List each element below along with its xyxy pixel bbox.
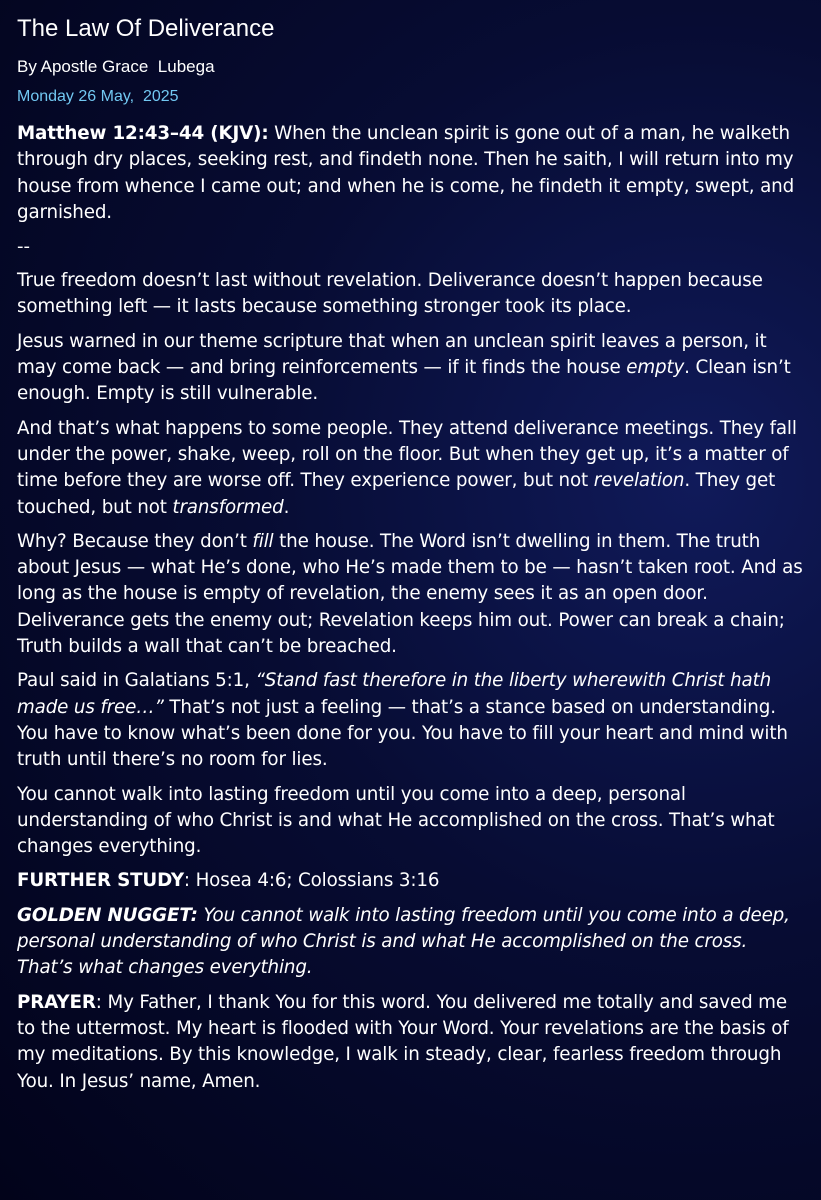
body-paragraph-2: Jesus warned in our theme scripture that when an unclean spirit leaves a person, it may come back — and bring reinforcements — if it finds the house empty. Clean isn’t enough. Empty is still vulnerable. [17, 330, 791, 405]
prayer-text: : My Father, I thank You for this word. You delivered me totally and saved me to the uttermost. My heart is flooded with Your Word. Your revelations are the basis of my meditations. By this knowledge, I walk in steady, clear, fearless freedom through You. In Jesus’ name, Amen. [17, 991, 789, 1092]
emphasis-fill: fill [252, 530, 274, 552]
separator: -- [17, 236, 30, 258]
emphasis-transformed: transformed [172, 496, 284, 518]
golden-nugget [17, 903, 804, 982]
prayer [17, 990, 804, 1095]
golden-nugget-text: You cannot walk into lasting freedom until you come into a deep, personal understanding of who Christ is and what He accomplished on the cross. That’s what changes everything. [17, 904, 790, 979]
scripture-paragraph [17, 121, 804, 226]
page-title: The Law Of Deliverance [17, 15, 275, 42]
emphasis-empty: empty [626, 357, 685, 379]
author-line: By Apostle Grace Lubega [17, 57, 215, 76]
further-study-label: FURTHER STUDY [17, 870, 184, 892]
body-paragraph-5: Paul said in Galatians 5:1, “Stand fast therefore in the liberty wherewith Christ hath made us free…” That’s not just a feeling — that’s a stance based on understanding. You have to know what’s been done for you. You have to fill your heart and mind with truth until there’s no room for lies. [17, 670, 788, 771]
galatians-quote: “Stand fast therefore in the liberty wherewith Christ hath made us free…” [17, 670, 772, 718]
body-paragraph-4: Why? Because they don’t fill the house. The Word isn’t dwelling in them. The truth about Jesus — what He’s done, who He’s made them to be — hasn’t taken root. And as long as the house is empty of revelation, the enemy sees it as an open door. Deliverance gets the enemy out; Revelation keeps him out. Power can break a chain; Truth builds a wall that can’t be breached. [17, 530, 803, 658]
emphasis-revelation: revelation [593, 470, 685, 492]
golden-nugget-label: GOLDEN NUGGET: [17, 904, 198, 926]
body-paragraph-6: You cannot walk into lasting freedom until you come into a deep, personal understanding of who Christ is and what He accomplished on the cross. That’s what changes everything. [17, 783, 775, 858]
further-study [17, 868, 804, 894]
further-study-text: : Hosea 4:6; Colossians 3:16 [183, 870, 440, 892]
scripture-reference: Matthew 12:43–44 (KJV): [17, 123, 269, 144]
date-line: Monday 26 May, 2025 [17, 88, 179, 105]
body-paragraph-3: And that’s what happens to some people. They attend deliverance meetings. They fall under the power, shake, weep, roll on the floor. But when they get up, it’s a matter of time before they are worse off. They experience power, but not revelation. They get touched, but not transformed. [17, 417, 797, 518]
scripture-text: When the unclean spirit is gone out of a man, he walketh through dry places, seeking rest, and findeth none. Then he saith, I will return into my house from whence I came out; and when he is come, he findeth it empty, swept, and garnished. [17, 123, 795, 223]
body-paragraph-1: True freedom doesn’t last without revelation. Deliverance doesn’t happen because something left — it lasts because something stronger took its place. [17, 270, 763, 318]
prayer-label: PRAYER [17, 991, 96, 1013]
